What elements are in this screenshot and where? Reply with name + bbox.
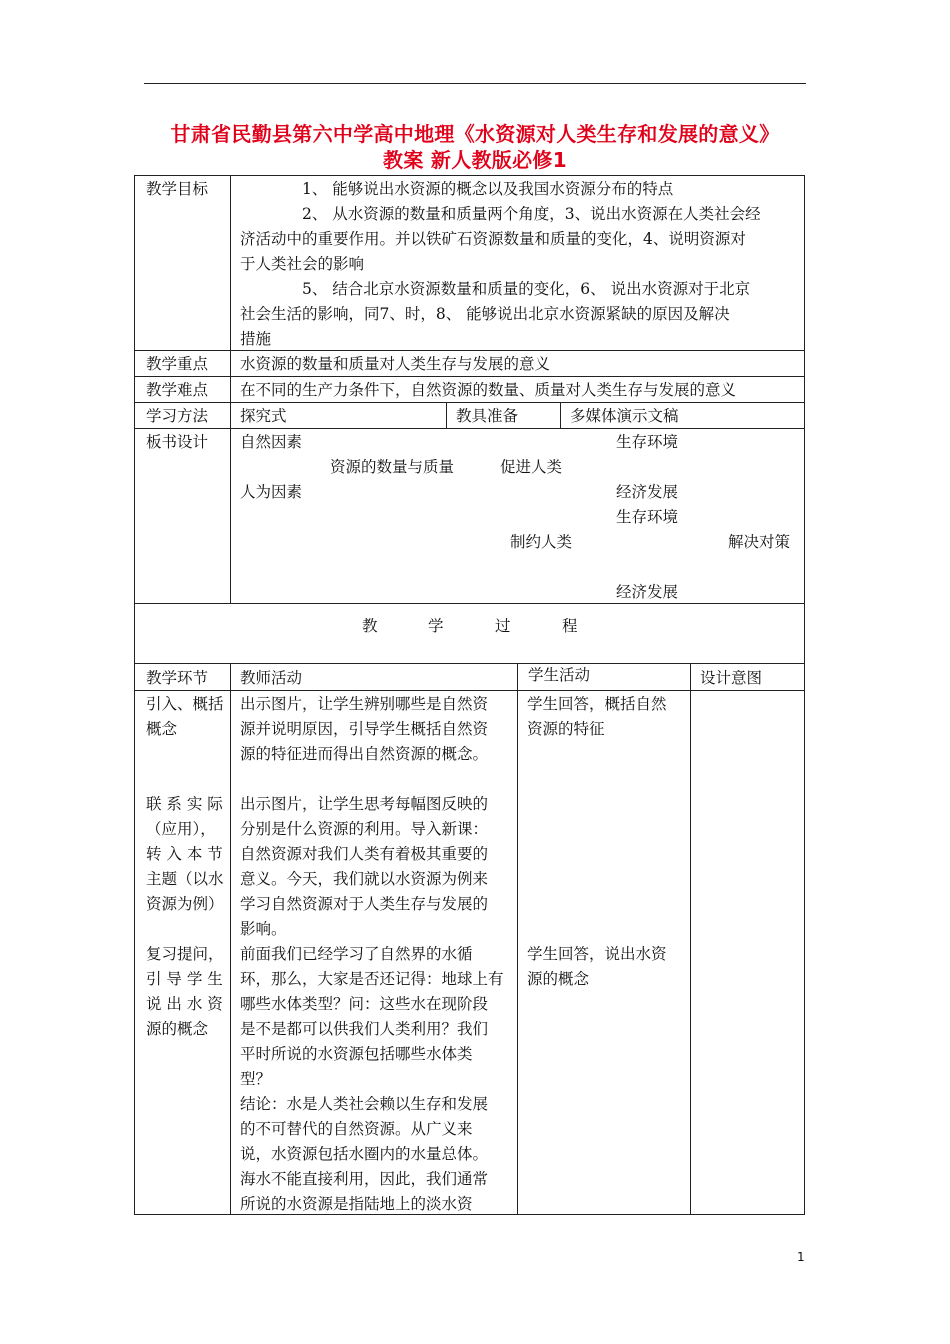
method-value: 探究式 (240, 407, 287, 425)
col-line (230, 175, 231, 603)
tools-label: 教具准备 (456, 407, 519, 425)
goal-line-3: 济活动中的重要作用。并以铁矿石资源数量和质量的变化，4、说明资源对 (240, 230, 746, 248)
student-line: 资源的特征 (527, 720, 605, 738)
stage-line: 复习提问， (146, 945, 224, 963)
board-restrict: 制约人类 (510, 533, 573, 551)
goal-line-2: 2、 从水资源的数量和质量两个角度，3、说出水资源在人类社会经 (302, 205, 761, 223)
process-banner-char: 教 (362, 617, 378, 635)
board-solution: 解决对策 (728, 533, 791, 551)
method-label: 学习方法 (146, 407, 209, 425)
teacher-line: 环，那么，大家是否还记得：地球上有 (240, 970, 504, 988)
student-line: 学生回答，说出水资 (527, 945, 667, 963)
board-promote: 促进人类 (500, 458, 563, 476)
tools-value: 多媒体演示文稿 (570, 407, 679, 425)
stage-line: 转 入 本 节 (146, 845, 223, 863)
teacher-line: 海水不能直接利用，因此，我们通常 (240, 1170, 489, 1188)
teacher-line: 是不是都可以供我们人类利用？我们 (240, 1020, 489, 1038)
col-line (560, 402, 561, 428)
teacher-line: 的不可替代的自然资源。从广义来 (240, 1120, 473, 1138)
stage-line: 说 出 水 资 (146, 995, 223, 1013)
board-econ-1: 经济发展 (616, 483, 679, 501)
teacher-line: 学习自然资源对于人类生存与发展的 (240, 895, 489, 913)
board-env-1: 生存环境 (616, 433, 679, 451)
teacher-line: 说，水资源包括水圈内的水量总体。 (240, 1145, 489, 1163)
stage-line: 源的概念 (146, 1020, 209, 1038)
board-natural: 自然因素 (240, 433, 303, 451)
student-line: 源的概念 (527, 970, 590, 988)
difficulty-label: 教学难点 (146, 381, 209, 399)
goal-line-4: 于人类社会的影响 (240, 255, 365, 273)
goal-line-1: 1、 能够说出水资源的概念以及我国水资源分布的特点 (302, 180, 674, 198)
stage-line: 联 系 实 际 (146, 795, 223, 813)
goal-line-5: 5、 结合北京水资源数量和质量的变化，6、 说出水资源对于北京 (302, 280, 751, 298)
col-line (446, 402, 447, 428)
board-human: 人为因素 (240, 483, 303, 501)
board-env-2: 生存环境 (616, 508, 679, 526)
row-line (134, 603, 805, 604)
process-banner-char: 学 (428, 617, 444, 635)
header-student: 学生活动 (528, 666, 591, 684)
col-line (230, 663, 231, 1214)
board-center: 资源的数量与质量 (330, 458, 455, 476)
header-rule (144, 83, 806, 84)
board-econ-2: 经济发展 (616, 583, 679, 601)
teacher-line: 哪些水体类型？问：这些水在现阶段 (240, 995, 489, 1013)
teacher-line: 所说的水资源是指陆地上的淡水资 (240, 1195, 473, 1213)
document-title (120, 121, 830, 173)
row-line (134, 663, 805, 664)
teacher-line: 自然资源对我们人类有着极其重要的 (240, 845, 489, 863)
teacher-line: 前面我们已经学习了自然界的水循 (240, 945, 473, 963)
title-line-2: 教案 新人教版必修1 (383, 148, 567, 172)
board-label: 板书设计 (146, 433, 209, 451)
teacher-line: 影响。 (240, 920, 287, 938)
title-line-1: 甘肃省民勤县第六中学高中地理《水资源对人类生存和发展的意义》 (170, 122, 780, 146)
goals-label: 教学目标 (146, 180, 209, 198)
stage-line: （应用）， (146, 820, 216, 838)
col-line (690, 663, 691, 1214)
stage-line: 资源为例） (146, 895, 224, 913)
difficulty-point: 在不同的生产力条件下，自然资源的数量、质量对人类生存与发展的意义 (240, 381, 737, 399)
teacher-line: 出示图片，让学生辨别哪些是自然资 (240, 695, 489, 713)
key-point: 水资源的数量和质量对人类生存与发展的意义 (240, 355, 551, 373)
stage-line: 引 导 学 生 (146, 970, 223, 988)
table-border-left (134, 175, 135, 1215)
teacher-line: 源并说明原因，引导学生概括自然资 (240, 720, 489, 738)
teacher-line: 型？ (240, 1070, 272, 1088)
process-banner-char: 过 (495, 617, 511, 635)
teacher-line: 平时所说的水资源包括哪些水体类 (240, 1045, 473, 1063)
student-line: 学生回答，概括自然 (527, 695, 667, 713)
teacher-line: 意义。今天，我们就以水资源为例来 (240, 870, 489, 888)
header-stage: 教学环节 (146, 669, 209, 687)
stage-line: 引入、概括 (146, 695, 224, 713)
row-line (134, 175, 805, 176)
goal-line-7: 措施 (240, 330, 272, 348)
col-line (517, 663, 518, 1214)
header-teacher: 教师活动 (240, 669, 303, 687)
key-label: 教学重点 (146, 355, 209, 373)
table-border-right (804, 175, 805, 1215)
page-number: 1 (797, 1250, 805, 1264)
goal-line-6: 社会生活的影响，同7、时，8、 能够说出北京水资源紧缺的原因及解决 (240, 305, 730, 323)
header-intent: 设计意图 (700, 669, 763, 687)
process-banner-char: 程 (562, 617, 578, 635)
teacher-line: 源的特征进而得出自然资源的概念。 (240, 745, 489, 763)
stage-line: 概念 (146, 720, 178, 738)
teacher-line: 结论：水是人类社会赖以生存和发展 (240, 1095, 489, 1113)
teacher-line: 分别是什么资源的利用。导入新课： (240, 820, 489, 838)
stage-line: 主题（以水 (146, 870, 224, 888)
row-line (134, 350, 805, 351)
teacher-line: 出示图片，让学生思考每幅图反映的 (240, 795, 489, 813)
